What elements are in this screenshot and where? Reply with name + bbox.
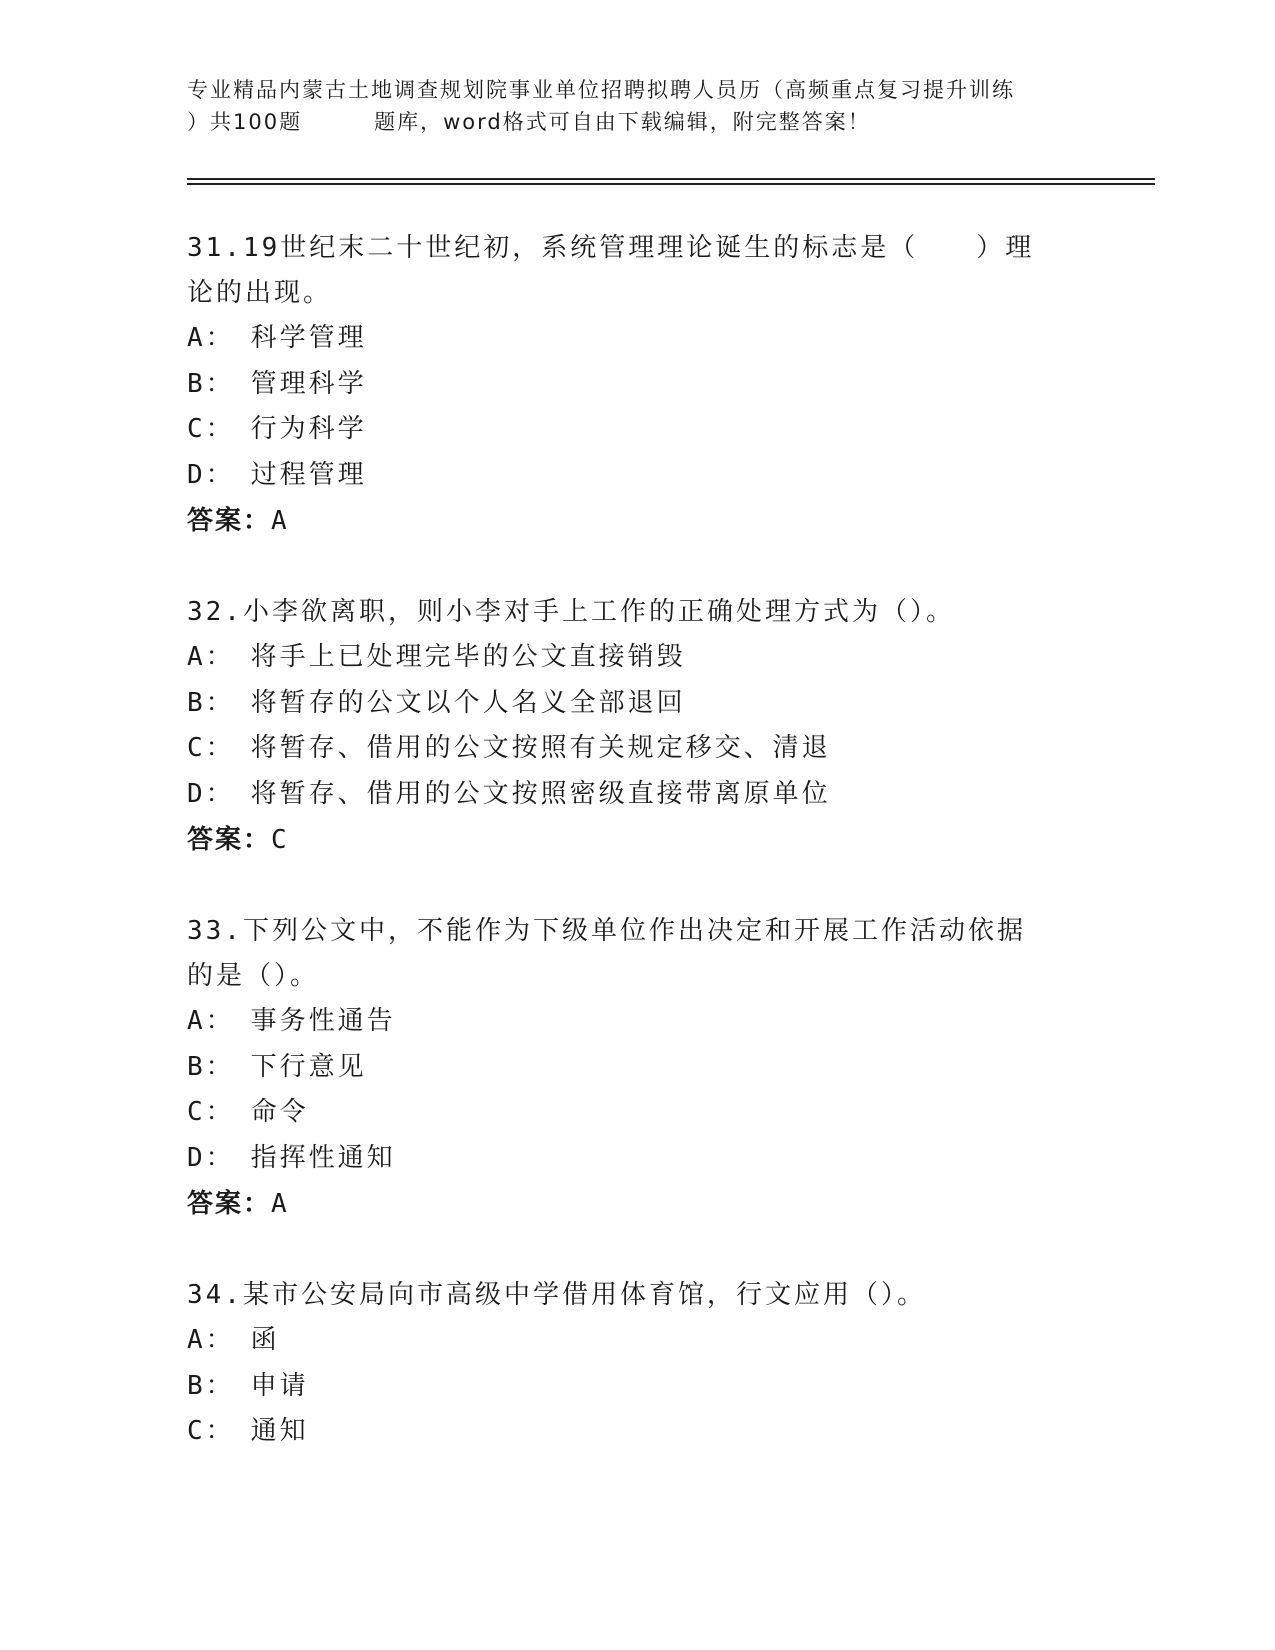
option-key: C：: [187, 1416, 235, 1446]
option-b: [187, 681, 1087, 727]
option-key: D：: [187, 1142, 235, 1173]
header-description: 题库，word格式可自由下载编辑，附完整答案！: [374, 110, 871, 134]
question-item: [187, 226, 1047, 544]
option-a: [187, 999, 1047, 1045]
header-title-line: 专业精品内蒙古土地调查规划院事业单位招聘拟聘人员历（高频重点复习提升训练: [187, 78, 1015, 102]
question-stem: 33.下列公文中，不能作为下级单位作出决定和开展工作活动依据的是（）。: [187, 916, 1026, 991]
option-text: 行为科学: [250, 414, 367, 444]
option-key: A：: [187, 1325, 235, 1355]
option-text: 函: [250, 1325, 280, 1355]
question-item: [187, 590, 1087, 863]
document-header: [187, 74, 1117, 138]
option-text: 通知: [250, 1416, 309, 1446]
option-c: [187, 1090, 1047, 1136]
answer-value: C: [271, 825, 289, 855]
option-text: 将暂存、借用的公文按照有关规定移交、清退: [250, 733, 831, 763]
option-d: [187, 453, 1047, 499]
option-key: A：: [187, 642, 235, 672]
option-key: B：: [187, 687, 235, 718]
option-text: 指挥性通知: [250, 1142, 396, 1173]
option-key: D：: [187, 459, 235, 490]
option-text: 过程管理: [250, 459, 367, 490]
option-b: [187, 362, 1047, 408]
option-a: [187, 1318, 1087, 1364]
answer-line: [187, 817, 1087, 863]
option-text: 下行意见: [250, 1051, 367, 1082]
question-stem: 31.19世纪末二十世纪初，系统管理理论诞生的标志是（ ）理论的出现。: [187, 233, 1035, 308]
option-text: 将暂存、借用的公文按照密级直接带离原单位: [250, 778, 831, 809]
question-item: [187, 909, 1047, 1227]
header-question-count: ）共100题: [187, 110, 303, 134]
option-text: 将暂存的公文以个人名义全部退回: [250, 687, 686, 718]
answer-label: 答案：: [187, 1189, 272, 1219]
option-key: C：: [187, 1097, 235, 1127]
question-item: [187, 1273, 1087, 1455]
option-text: 命令: [250, 1097, 309, 1127]
option-b: [187, 1045, 1047, 1091]
option-a: [187, 635, 1087, 681]
header-subtitle-line: [187, 106, 1117, 138]
option-key: D：: [187, 778, 235, 809]
option-text: 管理科学: [250, 368, 367, 399]
header-divider-top: [187, 178, 1155, 180]
question-stem: 32.小李欲离职，则小李对手上工作的正确处理方式为（）。: [187, 597, 955, 627]
option-text: 事务性通告: [250, 1006, 396, 1036]
option-a: [187, 316, 1047, 362]
option-text: 申请: [250, 1370, 309, 1401]
option-c: [187, 726, 1087, 772]
question-stem: 34.某市公安局向市高级中学借用体育馆，行文应用（）。: [187, 1280, 926, 1310]
option-key: B：: [187, 1370, 235, 1401]
option-key: A：: [187, 1006, 235, 1036]
option-text: 科学管理: [250, 323, 367, 353]
answer-label: 答案：: [187, 506, 272, 536]
answer-line: [187, 498, 1047, 544]
option-key: C：: [187, 733, 235, 763]
option-d: [187, 1136, 1047, 1182]
option-key: B：: [187, 368, 235, 399]
option-key: C：: [187, 414, 235, 444]
option-c: [187, 407, 1047, 453]
option-key: B：: [187, 1051, 235, 1082]
option-c: [187, 1409, 1087, 1455]
answer-label: 答案：: [187, 825, 272, 855]
option-b: [187, 1364, 1087, 1410]
option-d: [187, 772, 1087, 818]
answer-value: A: [271, 1189, 289, 1219]
answer-value: A: [271, 506, 289, 536]
answer-line: [187, 1181, 1047, 1227]
header-divider-bottom: [187, 183, 1155, 185]
option-key: A：: [187, 323, 235, 353]
option-text: 将手上已处理完毕的公文直接销毁: [250, 642, 686, 672]
